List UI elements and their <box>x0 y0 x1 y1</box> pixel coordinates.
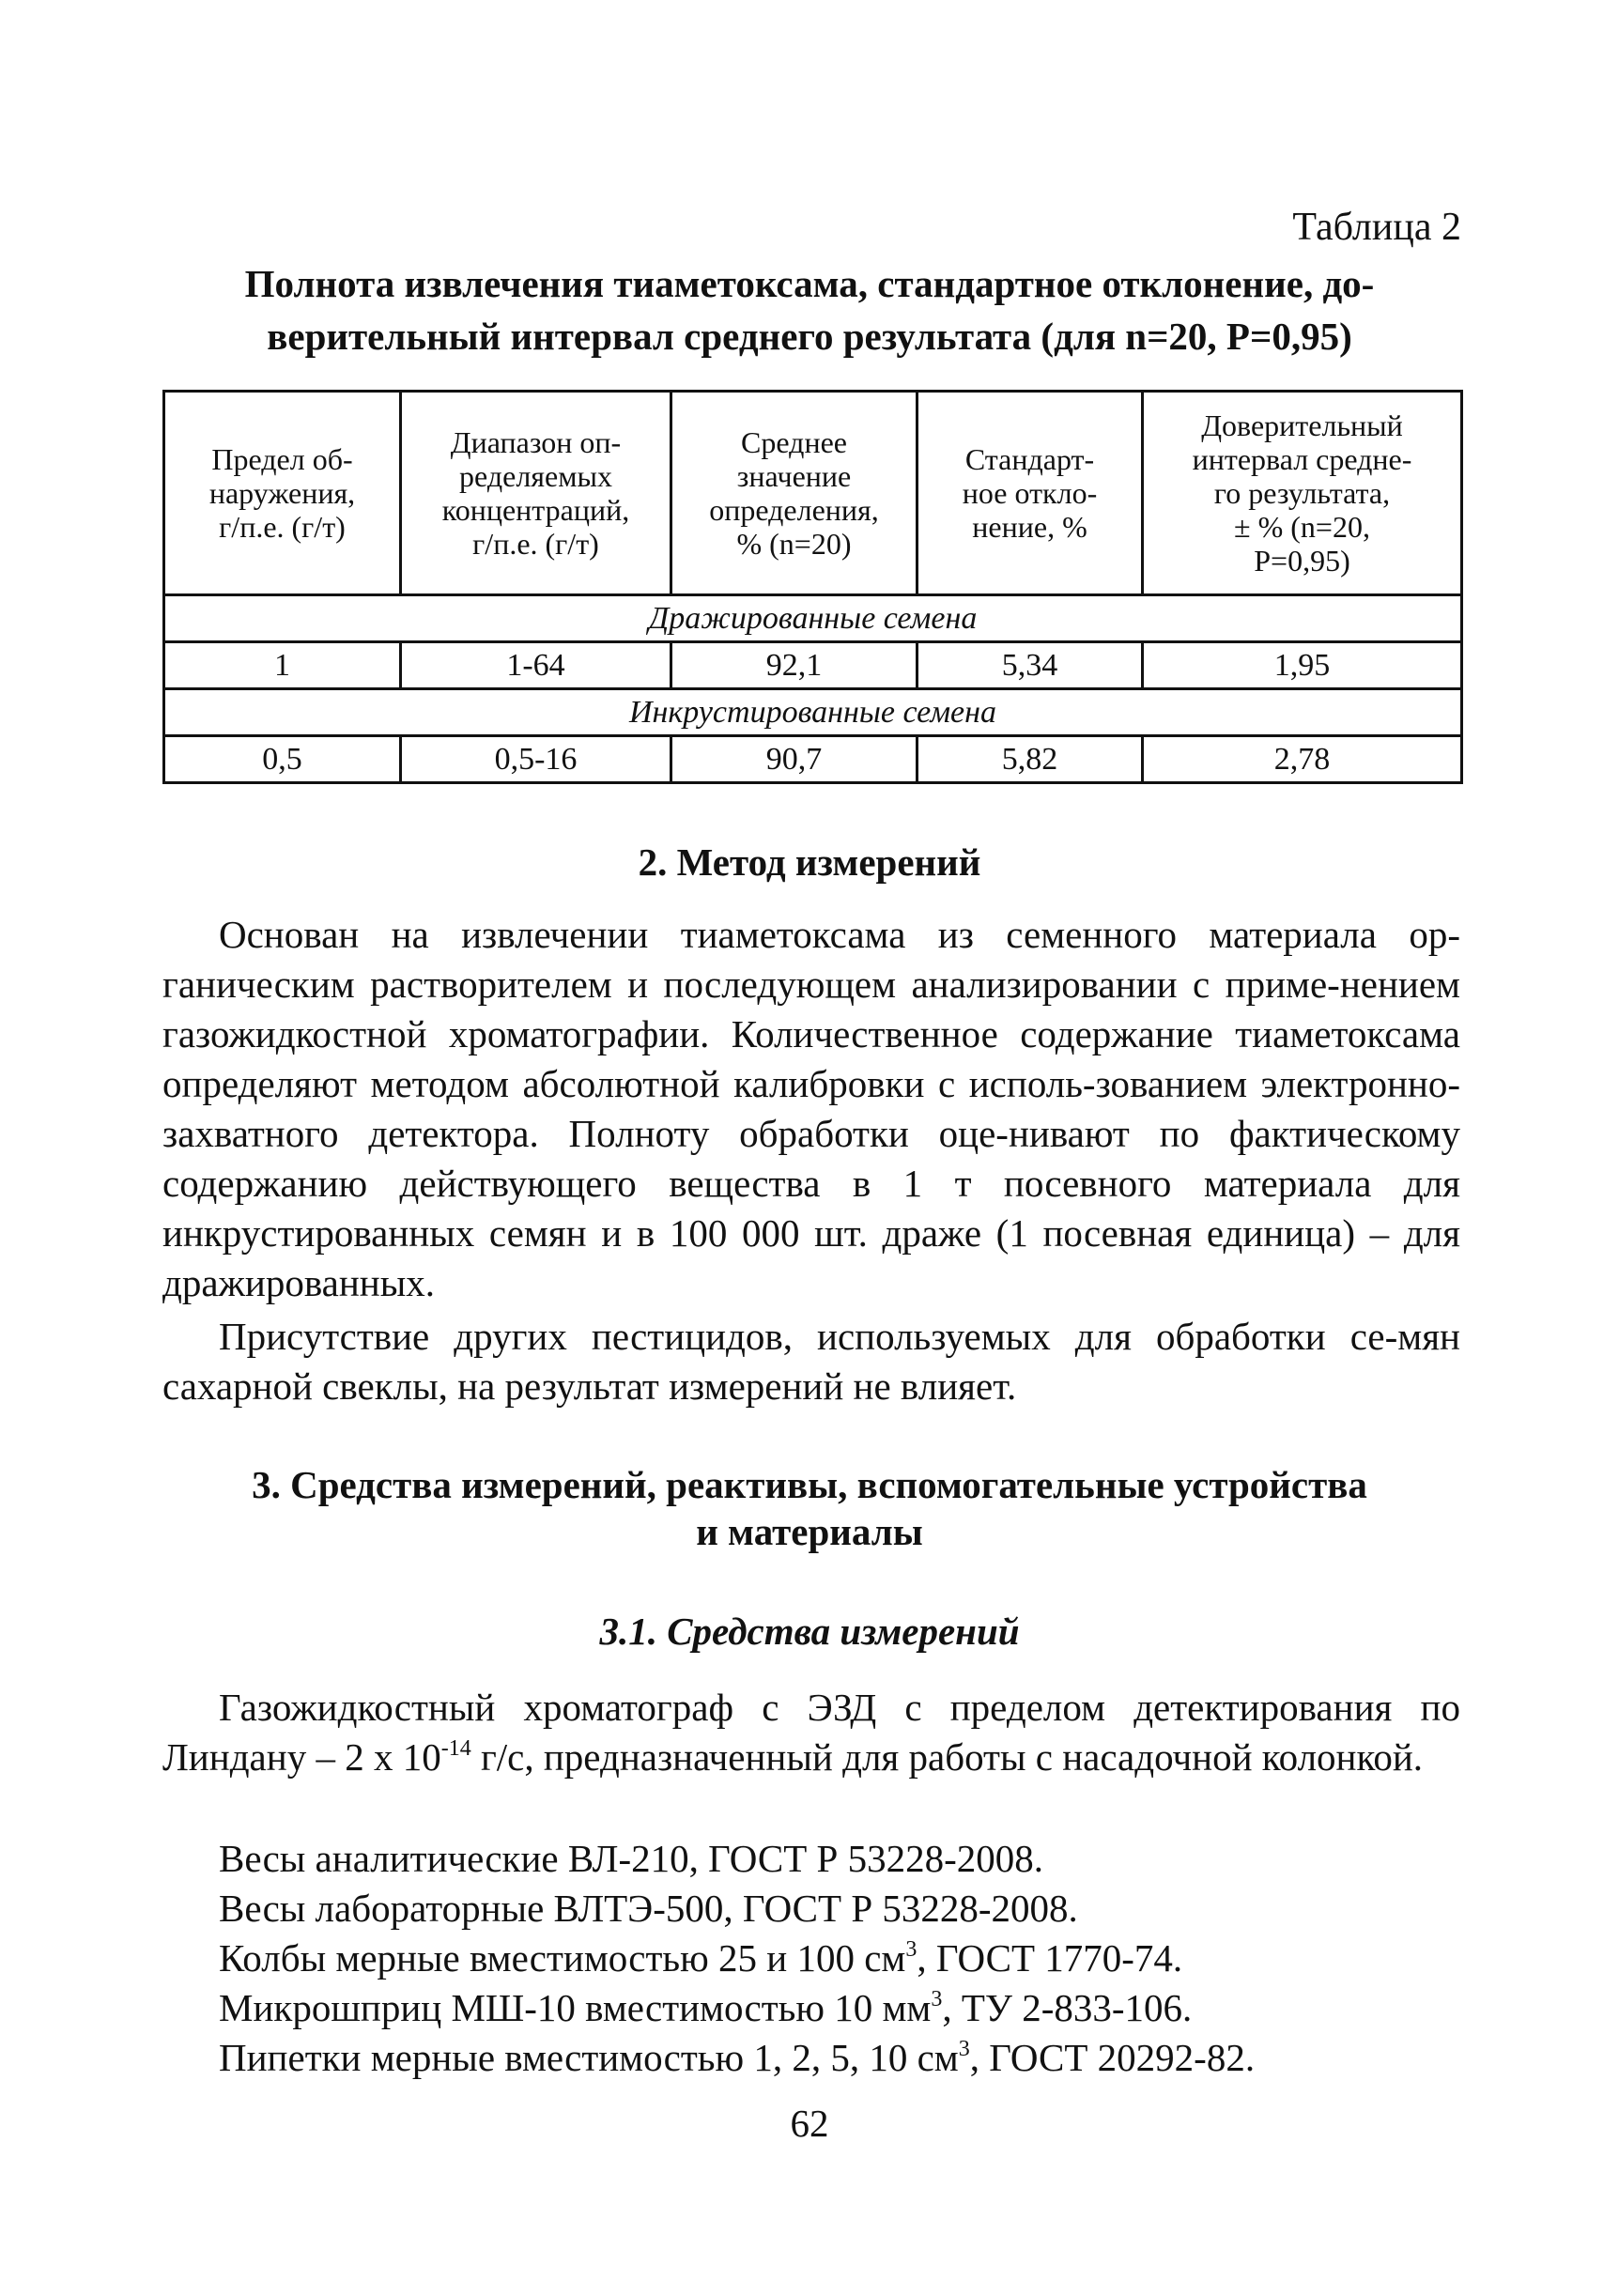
section-2-paragraph-1: Основан на извлечении тиаметоксама из семенного материала ор-ганическим растворителем и последующем анализировании с приме-нением газожидкостной хроматографии. Количественное содержание тиаметоксама определяют методом абсолютной калибровки с исполь-зованием электронно-захватного детектора. Полноту обработки оце-нивают по фактическому содержанию действующего вещества в 1 т посевного материала для инкрустированных семян и в 100 000 шт. драже (1 посевная единица) – для дражированных. <box>162 913 1460 1304</box>
header-cell: Стандарт- ное откло- нение, % <box>917 392 1143 595</box>
section-3-heading-line: 3. Средства измерений, реактивы, вспомогательные устройства <box>252 1463 1367 1506</box>
section-2-paragraph-2: Присутствие других пестицидов, используемых для обработки се-мян сахарной свеклы, на результат измерений не влияет. <box>162 1315 1460 1408</box>
table-label: Таблица 2 <box>1292 206 1461 249</box>
group-label: Дражированные семена <box>164 595 1462 642</box>
table-title-line: верительный интервал среднего результата (для n=20, P=0,95) <box>267 315 1352 358</box>
table-header-row <box>164 392 1462 595</box>
header-cell: Среднее значение определения, % (n=20) <box>671 392 917 595</box>
table-group-row <box>164 689 1462 736</box>
table-cell: 1 <box>164 642 401 689</box>
results-table <box>162 390 1463 784</box>
table-cell: 1-64 <box>401 642 671 689</box>
table-cell: 92,1 <box>671 642 917 689</box>
table-row <box>164 642 1462 689</box>
section-3-heading <box>150 1461 1469 1555</box>
header-cell: Доверительный интервал средне- го результата, ± % (n=20, P=0,95) <box>1143 392 1462 595</box>
header-cell: Предел об- наружения, г/п.е. (г/т) <box>164 392 401 595</box>
equipment-item: Микрошприц МШ-10 вместимостью 10 $мм^3$, ТУ 2-833-106. <box>219 1986 1193 2029</box>
section-3-heading-line: и материалы <box>696 1510 923 1553</box>
section-3-paragraph-1: Газожидкостный хроматограф с ЭЗД с пределом детектирования по Линдану – 2 х $10^{-14}$ г/с, предназначенный для работы с насадочной колонкой. <box>162 1686 1460 1779</box>
table-cell: 0,5-16 <box>401 736 671 783</box>
table-title-line: Полнота извлечения тиаметоксама, стандартное отклонение, до- <box>244 262 1375 305</box>
equipment-item: Колбы мерные вместимостью 25 и 100 $см^3$, ГОСТ 1770-74. <box>219 1936 1183 1980</box>
page-number: 62 <box>790 2102 829 2145</box>
exponent: -14 <box>440 1736 471 1761</box>
subsection-3-1-heading: 3.1. Средства измерений <box>599 1610 1020 1653</box>
table-cell: 5,82 <box>917 736 1143 783</box>
table-cell: 0,5 <box>164 736 401 783</box>
table-cell: 1,95 <box>1143 642 1462 689</box>
equipment-item: Весы лабораторные ВЛТЭ-500, ГОСТ Р 53228-2008. <box>219 1887 1078 1930</box>
table-cell: 90,7 <box>671 736 917 783</box>
table-cell: 2,78 <box>1143 736 1462 783</box>
group-label: Инкрустированные семена <box>164 689 1462 736</box>
equipment-item: Весы аналитические ВЛ-210, ГОСТ Р 53228-2008. <box>219 1837 1043 1880</box>
table-row <box>164 736 1462 783</box>
header-cell: Диапазон оп- ределяемых концентраций, г/п.е. (г/т) <box>401 392 671 595</box>
table-title <box>150 257 1469 362</box>
section-2-heading: 2. Метод измерений <box>638 840 981 884</box>
equipment-item: Пипетки мерные вместимостью 1, 2, 5, 10 $см^3$, ГОСТ 20292-82. <box>219 2036 1256 2079</box>
table-cell: 5,34 <box>917 642 1143 689</box>
table-group-row <box>164 595 1462 642</box>
